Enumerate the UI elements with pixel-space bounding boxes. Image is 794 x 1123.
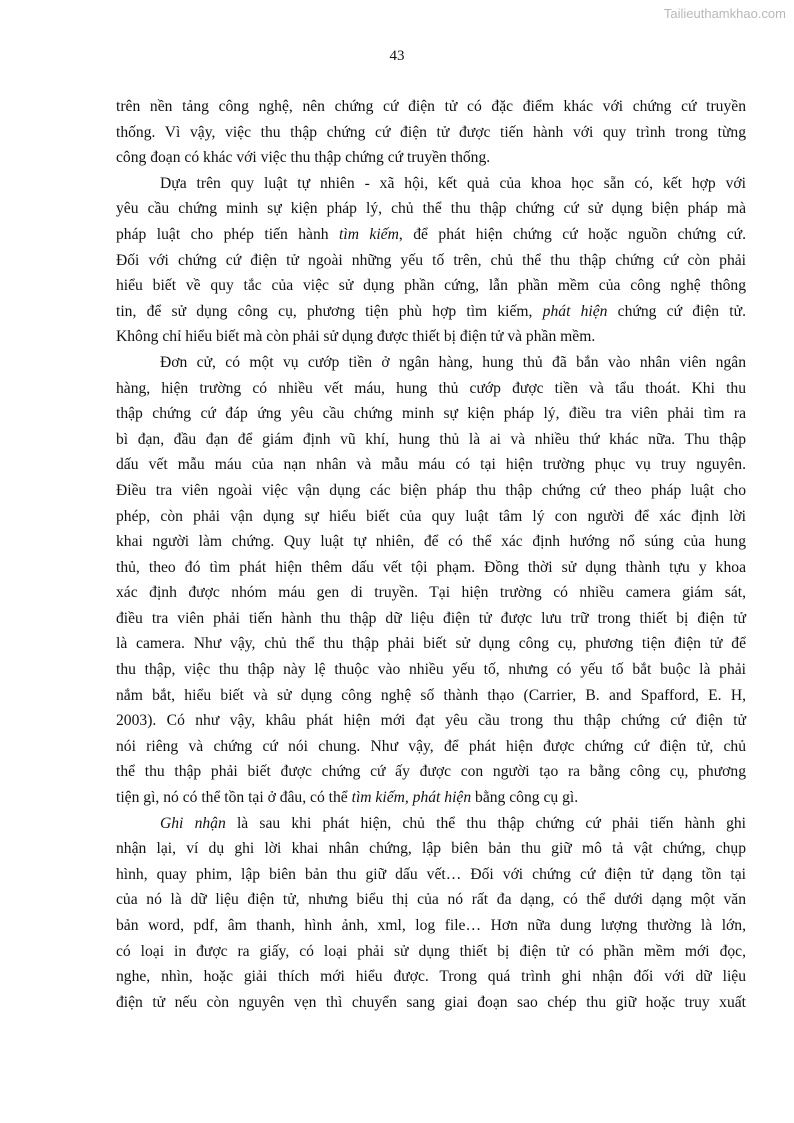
- text-line: bản word, pdf, âm thanh, hình ảnh, xml, log file… Hơn nữa dung lượng thường là lớn,: [116, 917, 746, 934]
- text-line: thể thu thập phải biết được chứng cứ ấy được con người tạo ra bằng công cụ, phương: [116, 763, 746, 781]
- text-line: yêu cầu chứng minh sự kiện pháp lý, chủ thể thu thập chứng cứ sử dụng biện pháp mà: [116, 200, 746, 218]
- text-line: nói riêng và chứng cứ nói chung. Như vậy, để phát hiện được chứng cứ điện tử, chủ: [116, 737, 746, 755]
- text-run: là sau khi phát hiện, chủ thể thu thập chứng cứ phải tiến hành ghi: [225, 814, 746, 832]
- text-line: dấu vết mẫu máu của nạn nhân và mẫu máu có tại hiện trường phục vụ truy nguyên.: [116, 456, 746, 474]
- text-line: điều tra viên phải tiến hành thu thập dữ liệu điện tử được lưu trữ trong thiết bị điện tử: [116, 609, 746, 627]
- text-line: khai người làm chứng. Quy luật tự nhiên, để có thể xác định hướng nổ súng của hung: [116, 533, 746, 551]
- paragraph-1: [116, 94, 746, 171]
- text-line: công đoạn có khác với việc thu thập chứng cứ truyền thống.: [116, 149, 491, 167]
- text-line: [116, 785, 746, 811]
- paragraph-3: [116, 350, 746, 811]
- text-run: bằng công cụ gì.: [471, 789, 579, 807]
- paragraph-4: [116, 811, 746, 1016]
- text-line: 2003). Có như vậy, khâu phát hiện mới đạt yêu cầu trong thu thập chứng cứ điện tử: [116, 712, 746, 730]
- text-line: Đối với chứng cứ điện tử ngoài những yếu tố trên, chủ thể thu thập chứng cứ còn phải: [116, 251, 746, 269]
- text-line: của nó là dữ liệu điện tử, nhưng biểu thị của nó rất đa dạng, có thể dưới dạng một văn: [116, 891, 746, 909]
- text-run: , để phát hiện chứng cứ hoặc nguồn chứng cứ.: [398, 225, 746, 243]
- text-line: nhận lại, ví dụ ghi lời khai nhân chứng, lập biên bản thu giữ mô tả vật chứng, chụp: [116, 840, 746, 858]
- emphasis-term: Ghi nhận: [160, 814, 226, 832]
- body-text: [116, 94, 746, 1015]
- text-run: tiện gì, nó có thể tồn tại ở đâu, có thể: [116, 789, 352, 807]
- paragraph-2: [116, 171, 746, 350]
- page-number: 43: [389, 48, 405, 64]
- emphasis-term: phát hiện: [542, 302, 608, 320]
- text-line: điện tử nếu còn nguyên vẹn thì chuyển sang giai đoạn sao chép thu giữ hoặc truy xuất: [116, 993, 746, 1011]
- text-line: có loại in được ra giấy, có loại phải sử dụng thiết bị điện tử có phần mềm mới đọc,: [116, 942, 746, 960]
- text-line: [116, 222, 746, 248]
- text-line: nghe, nhìn, hoặc giải thích mới hiểu được. Trong quá trình ghi nhận đối với dữ liệu: [116, 968, 746, 986]
- text-line: thu thập, việc thu thập này lệ thuộc vào nhiều yếu tố, nhưng có yếu tố bắt buộc là phải: [116, 661, 746, 679]
- text-line: là camera. Như vậy, chủ thể thu thập phải biết sử dụng công cụ, phương tiện điện tử để: [116, 635, 746, 653]
- text-line: hàng, hiện trường có nhiều vết máu, hung thủ cướp được tiền và tẩu thoát. Khi thu: [116, 379, 746, 397]
- text-line: nắm bắt, hiểu biết và sử dụng công nghệ số thành thạo (Carrier, B. and Spafford, E. H,: [116, 686, 746, 704]
- text-line: thủ, theo đó tìm phát hiện thêm dấu vết tội phạm. Đồng thời sử dụng thành tựu y khoa: [116, 558, 746, 576]
- text-line: Không chỉ hiểu biết mà còn phải sử dụng được thiết bị điện tử và phần mềm.: [116, 328, 596, 346]
- text-line: xác định được nhóm máu gen di truyền. Tại hiện trường có nhiều camera giám sát,: [116, 584, 746, 602]
- text-line: phép, còn phải vận dụng sự hiểu biết của quy luật tâm lý con người để xác định lời: [116, 507, 746, 525]
- text-line: bì đạn, đầu đạn để giám định vũ khí, hung thủ là ai và nhiều thứ khác nữa. Thu thập: [116, 430, 746, 448]
- text-line: thập chứng cứ đáp ứng yêu cầu chứng minh sự kiện pháp lý, điều tra viên phải tìm ra: [116, 405, 746, 423]
- text-line: trên nền tảng công nghệ, nên chứng cứ điện tử có đặc điểm khác với chứng cứ truyền: [116, 98, 746, 115]
- emphasis-term: tìm kiếm: [339, 225, 399, 243]
- emphasis-term: tìm kiếm, phát hiện: [351, 789, 472, 807]
- text-run: tin, để sử dụng công cụ, phương tiện phù hợp tìm kiếm,: [116, 302, 543, 320]
- text-line: Đơn cử, có một vụ cướp tiền ở ngân hàng, hung thủ đã bắn vào nhân viên ngân: [160, 353, 746, 371]
- text-line: hình, quay phim, lập biên bản thu giữ dấu vết… Đối với chứng cứ điện tử dạng tồn tại: [116, 865, 746, 883]
- text-line: Dựa trên quy luật tự nhiên - xã hội, kết quả của khoa học sẵn có, kết hợp với: [160, 174, 746, 192]
- text-line: hiểu biết về quy tắc của việc sử dụng phần cứng, lẫn phần mềm của công nghệ thông: [116, 277, 746, 295]
- text-line: [116, 299, 746, 325]
- text-run: chứng cứ điện tử.: [607, 302, 746, 320]
- text-line: thống. Vì vậy, việc thu thập chứng cứ điện tử được tiến hành với quy trình trong từng: [116, 123, 746, 141]
- text-line: Điều tra viên ngoài việc vận dụng các biện pháp thu thập chứng cứ theo pháp luật cho: [116, 481, 746, 499]
- text-line: [116, 811, 746, 837]
- watermark: Tailieuthamkhao.com: [663, 6, 786, 21]
- text-run: pháp luật cho phép tiến hành: [116, 225, 340, 243]
